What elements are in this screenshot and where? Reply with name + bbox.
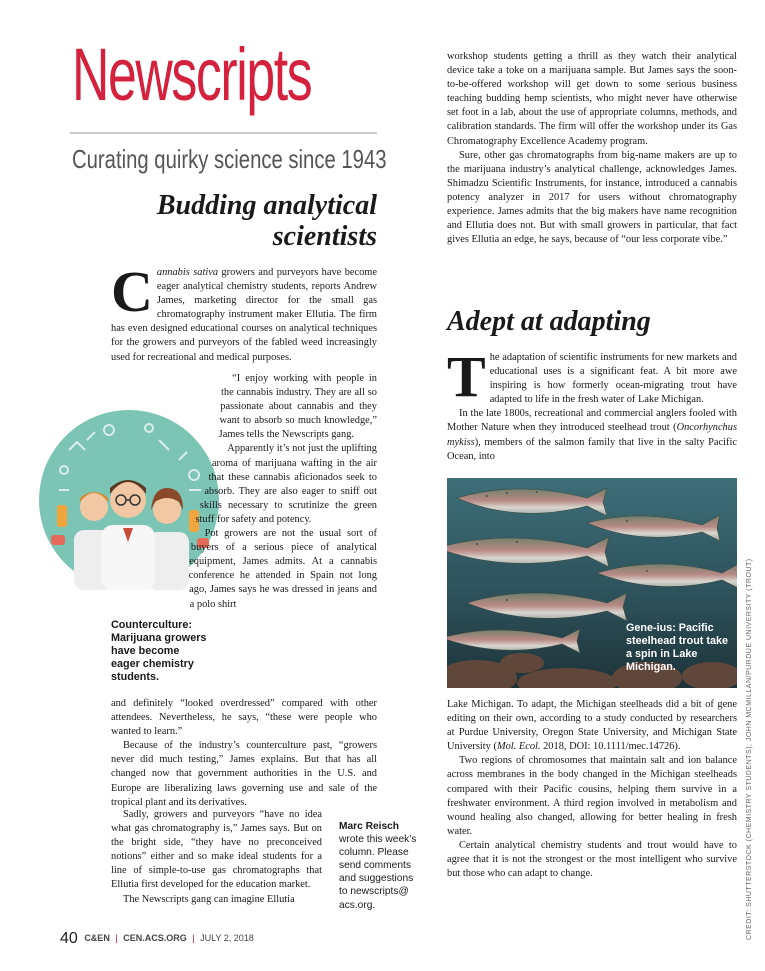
masthead-title: Newscripts (72, 33, 312, 116)
article1-para: The Newscripts gang can imagine Ellutia (123, 893, 295, 905)
article2-intro (447, 344, 737, 464)
article2-para: In the late 1800s, recreational and commercial anglers fooled with Mother Nature when they introduced steelhead trout ( (447, 408, 737, 434)
dropcap-t: T (447, 344, 486, 409)
article1-para: workshop students getting a thrill as they watch their analytical device take a toke on a marijuana sample. But James says the soon-to-be-offered workshop will get down to some serious business teaching budding hemp scientists, who might never have otherwise set foot in a lab, about the use of appropriate columns, methods, and calibration standards. The firm will offer the workshop under its Gas Chromatography Excellence Academy program. (447, 51, 737, 147)
photo-credit-text: CREDIT: SHUTTERSTOCK (CHEMISTRY STUDENTS); JOHN MCMILLAN/PURDUE UNIVERSITY (TROUT) (746, 558, 753, 940)
article1-continued (111, 697, 377, 810)
masthead-tagline: Curating quirky science since 1943 (72, 144, 387, 174)
article1-para: Sadly, growers and purveyors “have no idea what gas chromatography is,” James says. But on the bright side, “they have no preconceived notions” either and so make ideal students for a line of simple-to-use gas chromatographs that Ellutia first developed for the education market. (111, 809, 322, 891)
illustration-caption: Counterculture: Marijuana growers have become eager chemistry students. (111, 619, 207, 683)
article1-intro (111, 259, 378, 365)
article2-para: ), members of the salmon family that live in the salty Pacific Ocean, into (447, 436, 737, 462)
journal-name: Mol. Ecol. (496, 741, 541, 753)
author-note: wrote this week’s column. Please send comments and suggestions to newscripts@ acs.org. (339, 834, 417, 911)
article1-para: Sure, other gas chromatographs from big-name makers are up to the marijuana industry’s analytical challenge, acknowledges James. Shimadzu Scientific Instruments, for instance, introduced a cannabis potency analyzer in 2017 for users without chromatography experience. James admits that the big makers have name recognition and Ellutia does not. But with small growers in particular, that fact gives Ellutia an edge, he says, because of “our less corporate vibe.” (447, 149, 737, 246)
dropcap-c: C (111, 259, 153, 324)
photo-credit (746, 558, 755, 940)
article2-para: 2018, DOI: 10.1111/mec.14726). (540, 741, 681, 753)
page-number: 40 (60, 930, 78, 947)
article2-intro-text: he adaptation of scientific instruments for new markets and educational uses is a significant feat. A bit more awe inspiring is how formerly ocean-migrating trout have adapted to life in the fresh water of Lake Michigan. (489, 352, 737, 406)
footer-separator: | (192, 933, 195, 943)
article1-para: Apparently it’s not just the uplifting aroma of marijuana wafting in the air that these cannabis aficionados seek to absorb. They are also eager to sniff out skills necessary to scrutinize the green stuff for safety and potency. (195, 443, 377, 525)
article2-para: Two regions of chromosomes that maintain salt and ion balance across membranes in the body changed in the Michigan steelheads compared with their Pacific cousins, helping them survive in a freshwater environment. A third region involved in metabolism and wound healing also changed, allowing for better healing in fresh water. (447, 755, 737, 837)
article1-column2 (447, 50, 737, 247)
article1-wrap-text (111, 372, 377, 626)
page-footer (60, 930, 254, 948)
author-sidebar (339, 820, 419, 912)
article1-para: Because of the industry’s counterculture past, “growers never did much testing,” James explains. But that has all changed now that government authorities in the U.S. and Europe are liberalizing laws governing use and sale of the tropical plant and its derivatives. (111, 740, 377, 808)
article2-continued (447, 698, 737, 881)
photo-caption: Gene-ius: Pacific steelhead trout take a spin in Lake Michigan. (626, 622, 729, 673)
article2-para: Certain analytical chemistry students and trout would have to agree that it is not the strongest or the most intelligent who survive but those who can adapt to change. (447, 839, 737, 880)
article1-narrow (111, 808, 322, 907)
footer-brand: C&EN (84, 933, 110, 943)
masthead-rule (70, 132, 377, 134)
article1-para: and definitely “looked overdressed” compared with other attendees. Nevertheless, he says, “these were people who wanted to learn.” (111, 698, 377, 738)
footer-date: JULY 2, 2018 (200, 933, 254, 943)
intro-italic: annabis sativa (156, 267, 219, 278)
article1-para: Pot growers are not the usual sort of buyers of a serious piece of analytical equipment, James admits. At a cannabis conference he attended in Spain not long ago, James says he was dressed in jeans and a polo shirt (188, 528, 377, 610)
intro-text: growers and purveyors have become eager analytical chemistry students, reports Andrew James, marketing director for the small gas chromatography instrument maker Ellutia. The firm has even designed educational courses on analytical techniques for the growers and purveyors of the fabled weed increasingly used for recreational and medical purposes. (111, 267, 378, 363)
footer-separator: | (115, 933, 118, 943)
article1-para: “I enjoy working with people in the cannabis industry. They are all so passionate about cannabis and they want to absorb so much knowledge,” James tells the Newscripts gang. (218, 373, 377, 441)
species-name: Oncorhynchus mykiss (447, 422, 737, 448)
footer-site: CEN.ACS.ORG (123, 933, 187, 943)
article2-para: Lake Michigan. To adapt, the Michigan steelheads did a bit of gene editing on their own, according to a study conducted by researchers at Purdue University, Oregon State University, and Michigan State University ( (447, 699, 737, 753)
article1-headline: Budding analytical scientists (156, 190, 377, 253)
article2-headline: Adept at adapting (447, 306, 651, 337)
author-name: Marc Reisch (339, 821, 400, 832)
